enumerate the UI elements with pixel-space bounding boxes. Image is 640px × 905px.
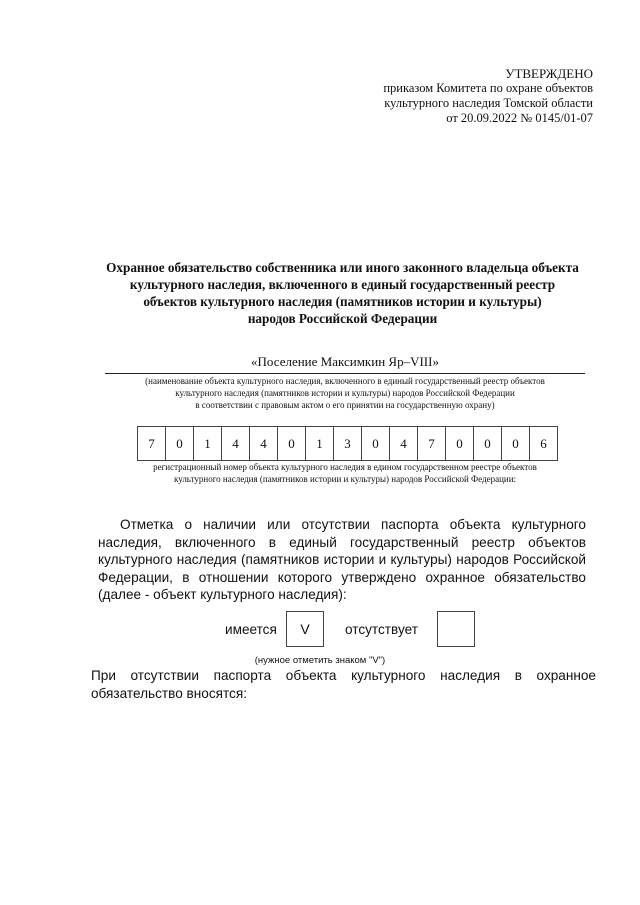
object-caption-line-3: в соответствии с правовым актом о его принятии на государственную охрану): [195, 400, 495, 410]
mark-note: (нужное отметить знаком "V"): [254, 655, 386, 666]
reg-digit-box: 3: [333, 426, 362, 461]
reg-digit-box: 0: [361, 426, 390, 461]
reg-digit-box: 1: [305, 426, 334, 461]
title-line-4: народов Российской Федерации: [247, 311, 438, 326]
reg-digit-box: 4: [221, 426, 250, 461]
object-name-underline: [105, 373, 585, 374]
object-caption-line-2: культурного наследия (памятников истории и культуры) народов Российской Федерации: [175, 388, 515, 398]
title-line-1: Охранное обязательство собственника или иного законного владельца объекта: [106, 260, 579, 275]
absent-label: отсутствует: [345, 622, 418, 637]
reg-digit-box: 1: [193, 426, 222, 461]
reg-digit-box: 4: [389, 426, 418, 461]
approval-line-3: от 20.09.2022 № 0145/01-07: [446, 111, 593, 125]
registration-caption-line-1: регистрационный номер объекта культурного наследия в едином государственном реестре объектов: [153, 462, 537, 472]
reg-digit-box: 7: [137, 426, 166, 461]
registration-caption-line-2: культурного наследия (памятников истории и культуры) народов Российской Федерации:: [173, 474, 517, 484]
registration-number-boxes: [137, 426, 557, 461]
approval-line-2: культурного наследия Томской области: [384, 96, 593, 110]
absent-checkbox[interactable]: [437, 611, 475, 647]
object-caption-line-1: (наименование объекта культурного наследия, включенного в единый государственный реестр объектов: [145, 376, 545, 386]
exists-label: имеется: [225, 622, 277, 637]
reg-digit-box: 7: [417, 426, 446, 461]
document-title: [70, 259, 615, 327]
object-name: «Поселение Максимкин Яр–VIII»: [251, 354, 439, 369]
reg-digit-box: 0: [501, 426, 530, 461]
passport-paragraph: Отметка о наличии или отсутствии паспорта объекта культурного наследия, включенного в единый государственный реестр объектов культурного наследия (памятников истории и культуры) народов Российской Федерации, в отношении которого утверждено охранное обязательство (далее - объект культурного наследия):: [98, 517, 586, 603]
title-line-2: культурного наследия, включенного в единый государственный реестр: [129, 277, 556, 292]
approval-line-1: приказом Комитета по охране объектов: [383, 81, 593, 95]
object-name-caption: [105, 375, 585, 411]
reg-digit-box: 0: [165, 426, 194, 461]
reg-digit-box: 4: [249, 426, 278, 461]
reg-digit-box: 0: [445, 426, 474, 461]
title-line-3: объектов культурного наследия (памятников истории и культуры): [143, 294, 542, 309]
exists-checkbox[interactable]: V: [286, 611, 324, 647]
absent-passport-paragraph: При отсутствии паспорта объекта культурного наследия в охранное обязательство вносятся:: [91, 668, 596, 701]
approval-heading: УТВЕРЖДЕНО: [505, 66, 593, 81]
registration-caption: [105, 461, 585, 485]
reg-digit-box: 0: [473, 426, 502, 461]
approval-block: [383, 66, 593, 126]
reg-digit-box: 6: [529, 426, 558, 461]
reg-digit-box: 0: [277, 426, 306, 461]
